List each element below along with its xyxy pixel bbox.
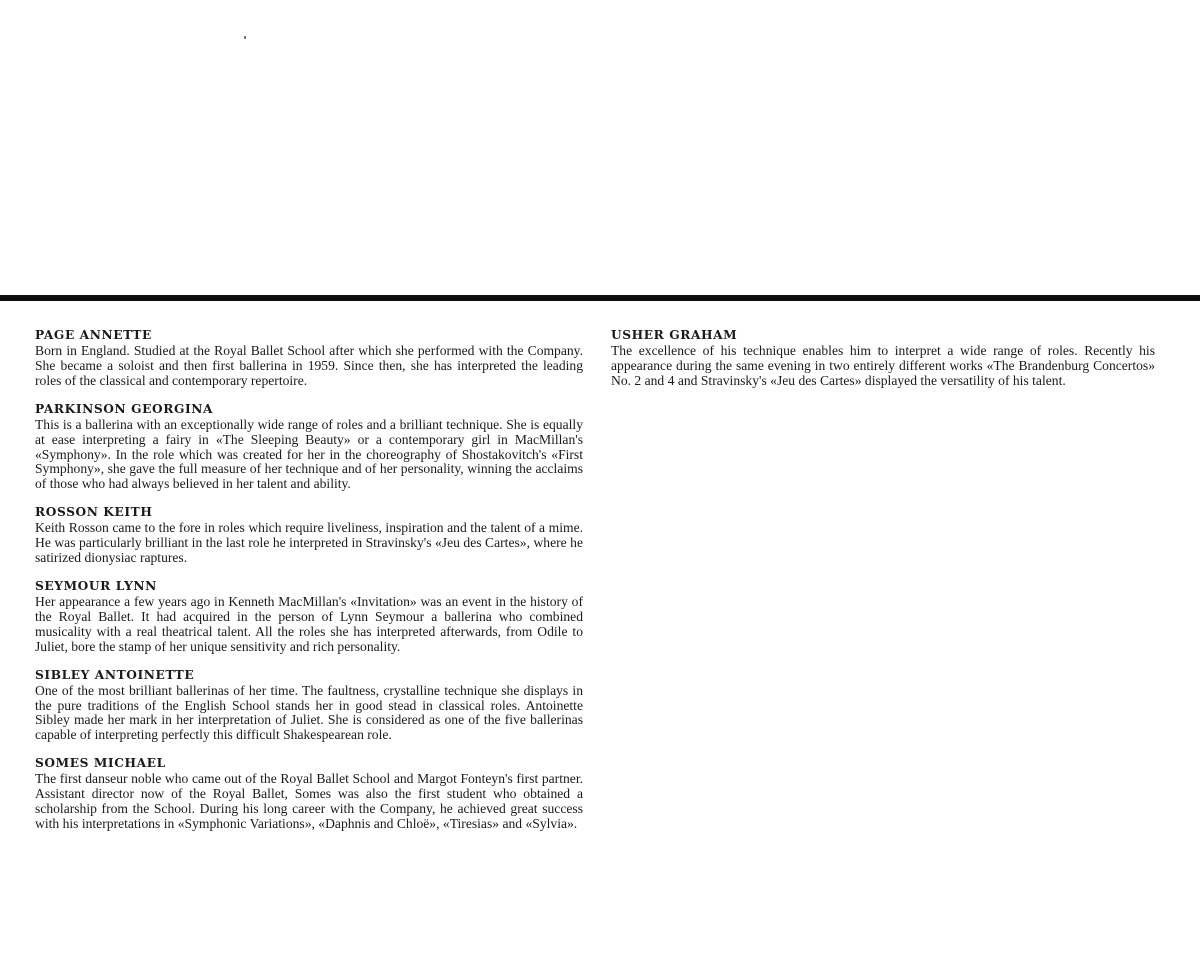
dancer-entry-rosson-keith	[35, 504, 583, 566]
dancer-name: PAGE ANNETTE	[35, 328, 152, 342]
dancer-entry-somes-michael	[35, 755, 583, 832]
dancer-biography: One of the most brilliant ballerinas of her time. The faultness, crystalline technique she displays in the pure traditions of the English School stands her in good stead in classical roles. Antoinette Sibley made her mark in her interpretation of Juliet. She is considered as one of the five ballerinas capable of interpreting perfectly this difficult Shakespearean role.	[35, 682, 583, 743]
dancer-name: ROSSON KEITH	[35, 505, 153, 520]
dancer-name: SEYMOUR LYNN	[35, 578, 157, 593]
dancer-biography: Her appearance a few years ago in Kenneth MacMillan's «Invitation» was an event in the history of the Royal Ballet. It had acquired in the person of Lynn Seymour a ballerina who combined musicality with a real theatrical talent. All the roles she has interpreted afterwards, from Odile to Juliet, bore the stamp of her unique sensitivity and rich personality.	[35, 593, 583, 654]
dancer-name: USHER GRAHAM	[611, 328, 738, 342]
page-speck	[244, 36, 246, 39]
dancer-biography: The excellence of his technique enables him to interpret a wide range of roles. Recently his appearance during the same evening in two entirely different works «The Brandenburg Concertos» No. 2 and 4 and Stravinsky's «Jeu des Cartes» displayed the versatility of his talent.	[611, 343, 1155, 388]
horizontal-divider-rule	[0, 295, 1200, 301]
dancer-entry-sibley-antoinette	[35, 667, 583, 744]
dancer-biography: Born in England. Studied at the Royal Ballet School after which she performed with the Company. She became a soloist and then first ballerina in 1959. Since then, she has interpreted the leading roles of the classical and contemporary repertoire.	[35, 343, 583, 388]
dancer-entry-usher-graham	[611, 327, 1155, 389]
dancer-entry-parkinson-georgina	[35, 401, 583, 493]
dancer-entry-page-annette	[35, 327, 583, 389]
dancer-entry-seymour-lynn	[35, 578, 583, 655]
dancer-biography: This is a ballerina with an exceptionally wide range of roles and a brilliant technique. She is equally at ease interpreting a fairy in «The Sleeping Beauty» or a contemporary girl in MacMillan's «Symphony». In the role which was created for her in the choreography of Shostakovitch's «First Symphony», she gave the full measure of her technique and of her personality, winning the acclaims of those who had always believed in her talent and ability.	[35, 416, 583, 492]
dancer-name: SIBLEY ANTOINETTE	[35, 667, 195, 682]
dancer-biography: Keith Rosson came to the fore in roles which require liveliness, inspiration and the talent of a mime. He was particularly brilliant in the last role he interpreted in Stravinsky's «Jeu des Cartes», where he satirized dionysiac raptures.	[35, 520, 583, 566]
left-column	[35, 327, 583, 844]
dancer-biography: The first danseur noble who came out of the Royal Ballet School and Margot Fonteyn's first partner. Assistant director now of the Royal Ballet, Somes was also the first student who obtained a scholarship from the School. During his long career with the Company, he achieved great success with his interpretations in «Symphonic Variations», «Daphnis and Chloë», «Tiresias» and «Sylvia».	[35, 771, 583, 831]
right-column	[611, 327, 1155, 401]
dancer-name: SOMES MICHAEL	[35, 756, 166, 771]
dancer-name: PARKINSON GEORGINA	[35, 401, 214, 416]
